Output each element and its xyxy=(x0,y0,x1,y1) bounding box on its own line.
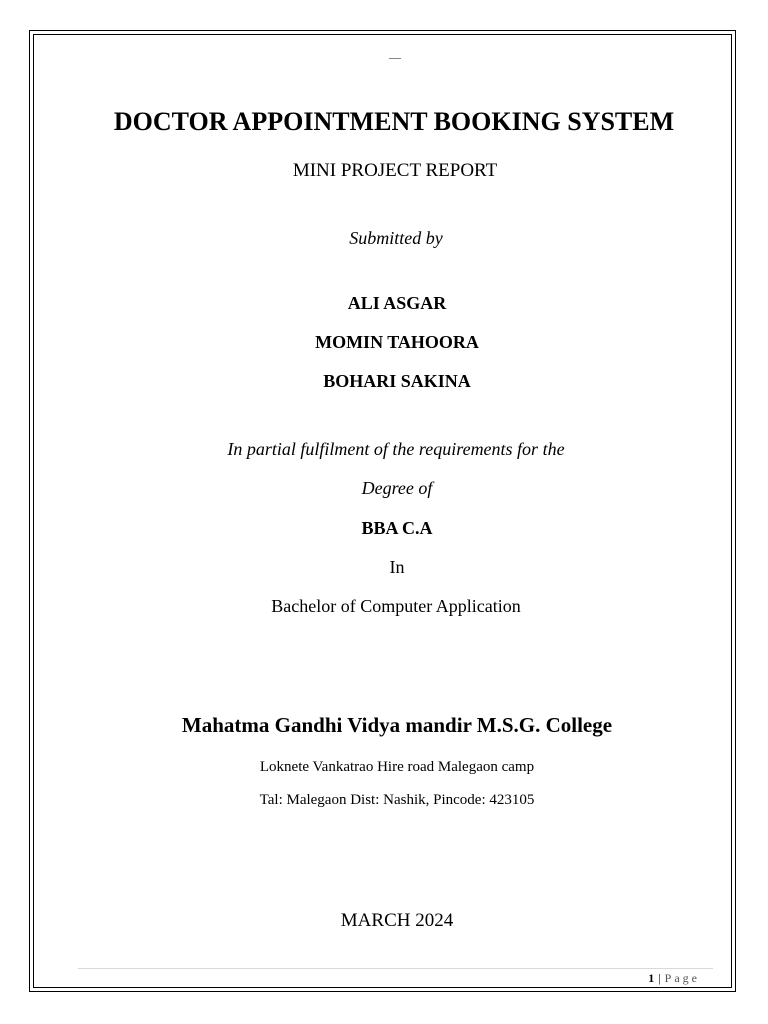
author-name: MOMIN TAHOORA xyxy=(315,332,479,352)
degree-of-label: Degree of xyxy=(361,478,433,498)
report-title: DOCTOR APPOINTMENT BOOKING SYSTEM xyxy=(113,107,675,136)
report-subtitle: MINI PROJECT REPORT xyxy=(292,160,498,181)
author-name: ALI ASGAR xyxy=(347,293,447,313)
page-label: Page xyxy=(664,971,700,985)
degree-name: BBA C.A xyxy=(361,518,433,538)
in-label: In xyxy=(389,557,405,577)
college-name: Mahatma Gandhi Vidya mandir M.S.G. College xyxy=(181,713,613,737)
fulfilment-statement: In partial fulfilment of the requirements for the xyxy=(227,439,565,459)
header-mark xyxy=(389,58,401,59)
college-address-line2: Tal: Malegaon Dist: Nashik, Pincode: 423105 xyxy=(259,792,535,808)
college-address-line1: Loknete Vankatrao Hire road Malegaon camp xyxy=(259,759,535,775)
page-number: 1 xyxy=(648,971,655,985)
page-separator: | xyxy=(658,971,661,985)
author-name: BOHARI SAKINA xyxy=(323,371,471,391)
degree-field: Bachelor of Computer Application xyxy=(271,596,521,616)
page-footer xyxy=(648,972,700,984)
report-date: MARCH 2024 xyxy=(340,910,454,931)
footer-divider xyxy=(78,968,713,969)
submitted-by-label: Submitted by xyxy=(349,228,443,248)
